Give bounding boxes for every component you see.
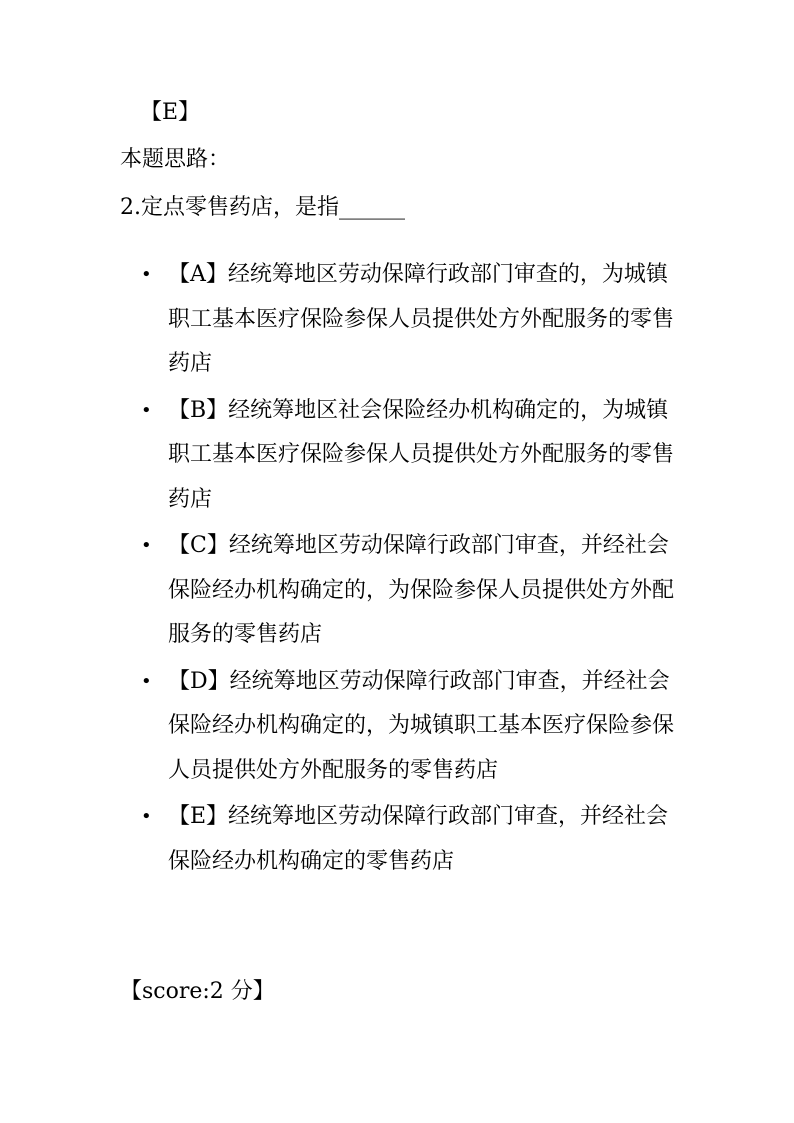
bullet-icon: • [141,670,152,692]
previous-answer: 【E】 [140,100,201,125]
bullet-icon: • [141,264,152,285]
option-b-text: 【B】经统筹地区社会保险经办机构确定的，为城镇职工基本医疗保险参保人员提供处方外配服务的零售药店 [168,397,675,512]
bullet-icon: • [141,535,152,556]
option-d [0,660,688,794]
thinking-label: 本题思路： [120,147,231,172]
option-e [0,795,688,884]
option-a [0,253,688,387]
option-a-text: 【A】经统筹地区劳动保障行政部门审查的，为城镇职工基本医疗保险参保人员提供处方外配服务的零售药店 [168,262,675,376]
bullet-icon: • [141,806,152,827]
option-c [0,524,688,658]
options-list [0,253,794,886]
option-e-text: 【E】经统筹地区劳动保障行政部门审查，并经社会保险经办机构确定的零售药店 [168,804,669,874]
option-d-text: 【D】经统筹地区劳动保障行政部门审查，并经社会保险经办机构确定的，为城镇职工基本医疗保险参保人员提供处方外配服务的零售药店 [168,668,675,783]
question-text: 2.定点零售药店，是指______ [120,195,405,220]
bullet-icon: • [141,399,152,421]
option-c-text: 【C】经统筹地区劳动保障行政部门审查，并经社会保险经办机构确定的，为保险参保人员提供处方外配服务的零售药店 [168,533,675,647]
option-b [0,389,688,523]
score-label: 【score:2 分】 [120,979,275,1004]
